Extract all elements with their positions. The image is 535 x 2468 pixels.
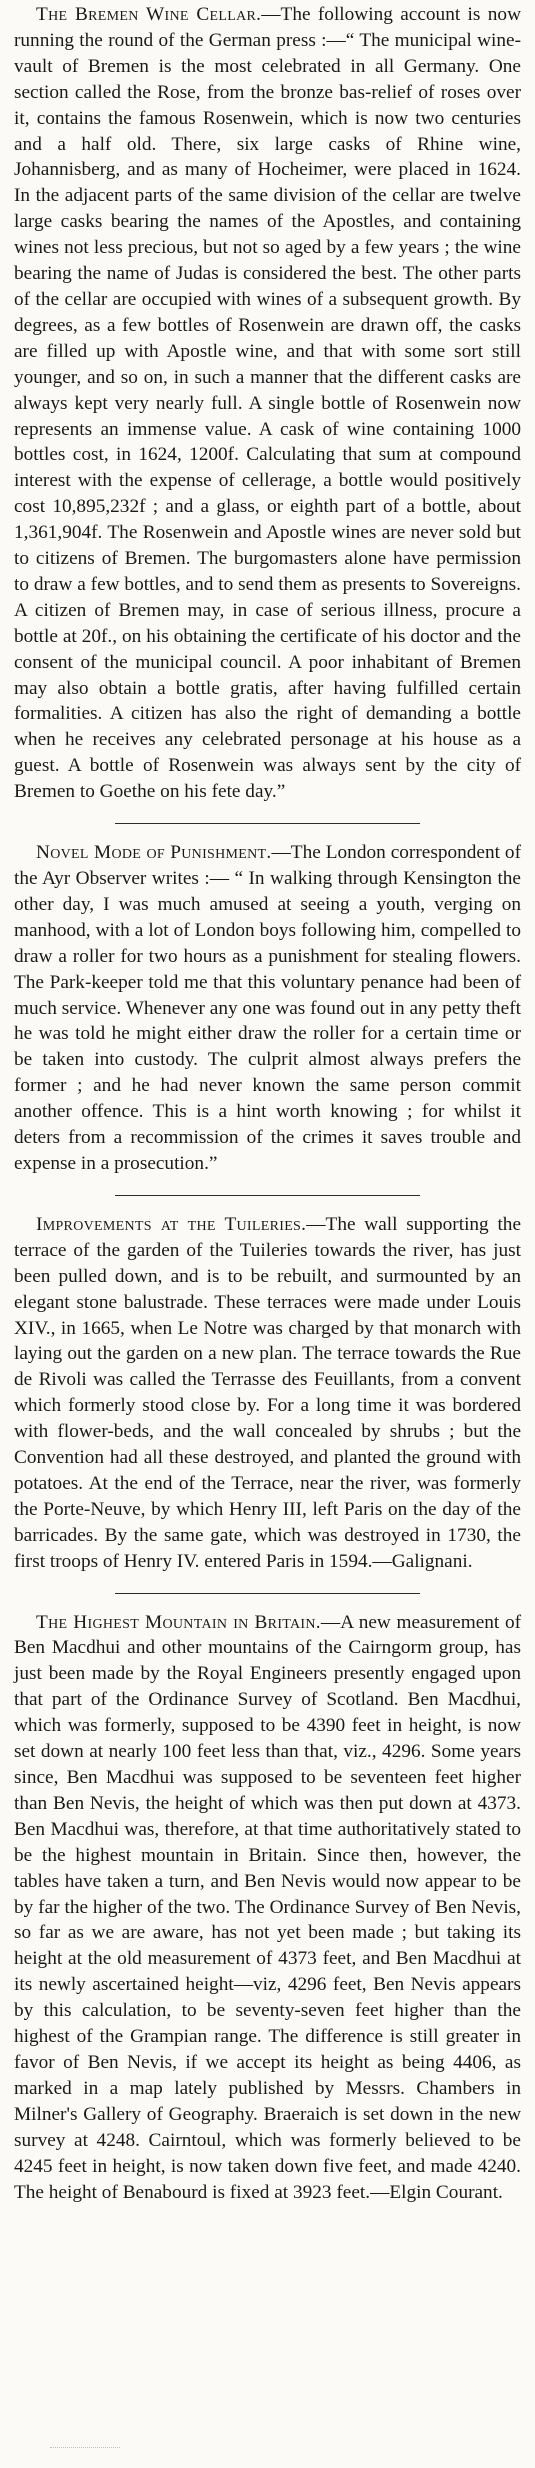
article-body: —The wall supporting the terrace of the garden of the Tuileries towards the river, has just been pulled down, and is to be rebuilt, and surmounted by an elegant stone balustrade. These terraces were made under Louis XIV., in 1665, when Le Notre was charged by that monarch with laying out the garden on a new plan. The terrace towards the Rue de Rivoli was called the Terrasse des Feuillants, from a convent which formerly stood close by. For a long time it was bordered with flower-beds, and the wall concealed by shrubs ; but the Convention had all these destroyed, and planted the ground with potatoes. At the end of the Terrace, near the river, was formerly the Porte-Neuve, by which Henry III, left Paris on the day of the barricades. By the same gate, which was destroyed in 1730, the first troops of Henry IV. entered Paris in 1594.—Galignani. bbox=[14, 1213, 522, 1572]
article-tuileries bbox=[14, 1212, 521, 1575]
article-headline: The Highest Mountain in Britain. bbox=[36, 1611, 321, 1633]
article-body: —A new measurement of Ben Macdhui and other mountains of the Cairngorm group, has just been made by the Royal Engineers presently engaged upon that part of the Ordinance Survey of Scotland. Ben Macdhui, which was formerly, supposed to be 4390 feet in height, is now set down at nearly 100 feet less than that, viz., 4296. Some years since, Ben Macdhui was supposed to be seventeen feet higher than Ben Nevis, the height of which was then put down at 4373. Ben Macdhui was, therefore, at that time authoritatively stated to be the highest mountain in Britain. Since then, however, the tables have taken a turn, and Ben Nevis would now appear to be by far the higher of the two. The Ordinance Survey of Ben Nevis, so far as we are aware, has not yet been made ; but taking its height at the old measurement of 4373 feet, and Ben Macdhui at its newly ascertained height—viz, 4296 feet, Ben Nevis appears by this calculation, to be seventy-seven feet higher than the highest of the Grampian range. The difference is still greater in favor of Ben Nevis, if we accept its height as being 4406, as marked in a map lately published by Messrs. Chambers in Milner's Gallery of Geography. Braeraich is set down in the new survey at 4248. Cairntoul, which was formerly believed to be 4245 feet in height, is now taken down five feet, and made 4240. The height of Benabourd is fixed at 3923 feet.—Elgin Courant. bbox=[14, 1611, 522, 2203]
article-bremen-wine-cellar bbox=[14, 2, 521, 805]
article-paragraph bbox=[14, 840, 521, 1177]
page-edge-mark bbox=[50, 2447, 120, 2462]
article-headline: The Bremen Wine Cellar. bbox=[36, 4, 262, 25]
article-paragraph bbox=[14, 1610, 521, 2206]
article-headline: Novel Mode of Punishment. bbox=[36, 842, 272, 864]
article-paragraph bbox=[14, 2, 521, 805]
article-paragraph bbox=[14, 1212, 521, 1575]
article-novel-punishment bbox=[14, 840, 521, 1177]
article-body: —The following account is now running the round of the German press :—“ The municipal wine-vault of Bremen is the most celebrated in all Germany. One section called the Rose, from the bronze bas-relief of roses over it, contains the famous Rosenwein, which is now two centuries and a half old. There, six large casks of Rhine wine, Johannisberg, and as many of Hocheimer, were placed in 1624. In the adjacent parts of the same division of the cellar are twelve large casks bearing the names of the Apostles, and containing wines not less precious, but not so aged by a few years ; the wine bearing the name of Judas is considered the best. The other parts of the cellar are occupied with wines of a subsequent growth. By degrees, as a few bottles of Rosenwein are drawn off, the casks are filled up with Apostle wine, and that with some sort still younger, and so on, in such a manner that the different casks are always kept very nearly full. A single bottle of Rosenwein now represents an immense value. A cask of wine containing 1000 bottles cost, in 1624, 1200f. Calculating that sum at compound interest with the expense of cellerage, a bottle would positively cost 10,895,232f ; and a glass, or eighth part of a bottle, about 1,361,904f. The Rosenwein and Apostle wines are never sold but to citizens of Bremen. The burgomasters alone have permission to draw a few bottles, and to send them as presents to Sovereigns. A citizen of Bremen may, in case of serious illness, procure a bottle at 20f., on his obtaining the certificate of his doctor and the consent of the municipal council. A poor inhabitant of Bremen may also obtain a bottle gratis, after having fulfilled certain formalities. A citizen has also the right of demanding a bottle when he receives any celebrated personage at his house as a guest. A bottle of Rosenwein was always sent by the city of Bremen to Goethe on his fete day.” bbox=[14, 4, 521, 803]
article-separator bbox=[115, 1195, 419, 1196]
article-highest-mountain bbox=[14, 1610, 521, 2206]
article-body: —The London correspondent of the Ayr Observer writes :— “ In walking through Kensington the other day, I was much amused at seeing a youth, verging on manhood, with a lot of London boys following him, compelled to draw a roller for two hours as a punishment for stealing flowers. The Park-keeper told me that this voluntary penance had been of much service. Whenever any one was found out in any petty theft he was told he might either draw the roller for a certain time or be taken into custody. The culprit almost always prefers the former ; and he had never known the same person commit another offence. This is a hint worth knowing ; for whilst it deters from a recommission of the crimes it saves trouble and expense in a prosecution.” bbox=[14, 842, 521, 1174]
article-headline: Improvements at the Tuileries. bbox=[36, 1213, 307, 1235]
article-separator bbox=[115, 823, 419, 824]
article-separator bbox=[115, 1593, 419, 1594]
